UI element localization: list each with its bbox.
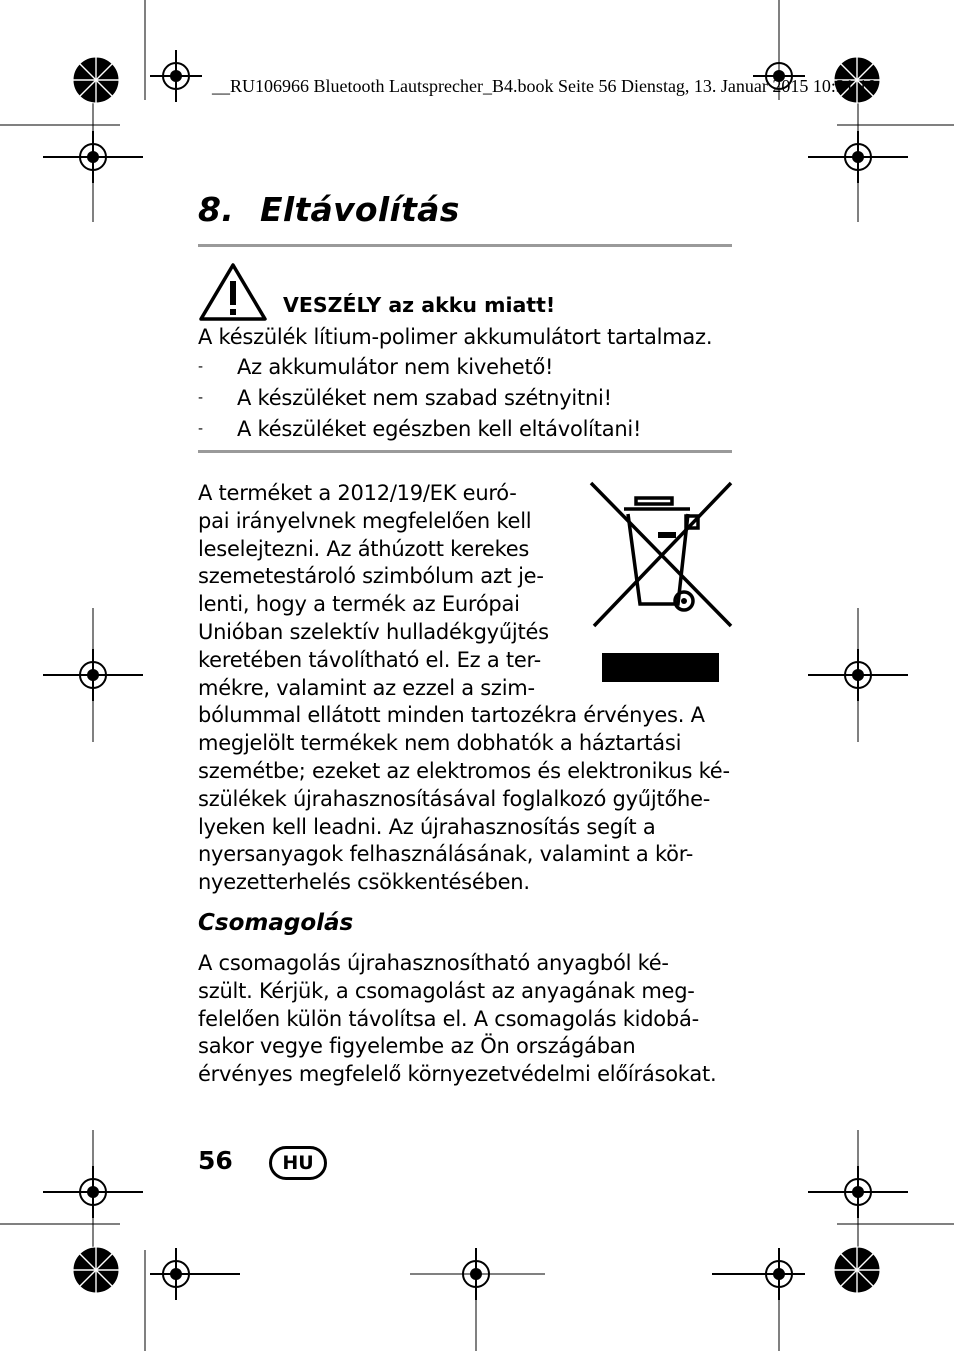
divider-bottom [198, 450, 732, 453]
packaging-paragraph: A csomagolás újrahasznosítható anyagból ké- szült. Kérjük, a csomagolást az anyagának meg- felelően külön távolítsa el. A csomagolás kidobá- sakor vegye figyelembe az Ön országában érvényes megfelelő környezetvédelmi előírásokat. [198, 951, 717, 1087]
list-item: - Az akkumulátor nem kivehető! [198, 355, 554, 379]
section-title: Eltávolítás [260, 190, 460, 229]
language-badge: HU [269, 1146, 327, 1180]
warning-triangle-icon [198, 262, 268, 322]
page-number: 56 [198, 1146, 233, 1175]
list-item: - A készüléket nem szabad szétnyitni! [198, 386, 612, 410]
warning-intro: A készülék lítium-polimer akkumulátort tartalmaz. [198, 325, 713, 349]
section-number: 8. [198, 190, 235, 229]
print-header-line: __RU106966 Bluetooth Lautsprecher_B4.book Seite 56 Dienstag, 13. Januar 2015 10:31 10 [212, 76, 877, 96]
warning-title: VESZÉLY az akku miatt! [283, 293, 556, 317]
list-item: - A készüléket egészben kell eltávolítani! [198, 417, 642, 441]
warning-list [198, 352, 641, 445]
disposal-paragraph: A terméket a 2012/19/EK euró- pai irányelvnek megfelelően kell leselejtezni. Az áthúzott kerekes szemetestároló szimbólum azt je- lenti, hogy a termék az Európai Unióban szelektív hulladékgyűjtés keretében távolítható el. Ez a ter- mékre, valamint az ezzel a szim- bólummal ellátott minden tartozékra érvényes. A megjelölt termékek nem dobhatók a háztartási szemétbe; ezeket az elektromos és elektronikus ké- szülékek újrahasznosításával foglalkozó gyűjtőhe- lyeken kell leadni. Az újrahasznosítás segít a nyersanyagok felhasználásának, valamint a kör- nyezetterhelés csökkentésében. [198, 481, 730, 895]
packaging-heading: Csomagolás [198, 910, 354, 936]
divider-top [198, 244, 732, 247]
section-heading [198, 190, 460, 229]
